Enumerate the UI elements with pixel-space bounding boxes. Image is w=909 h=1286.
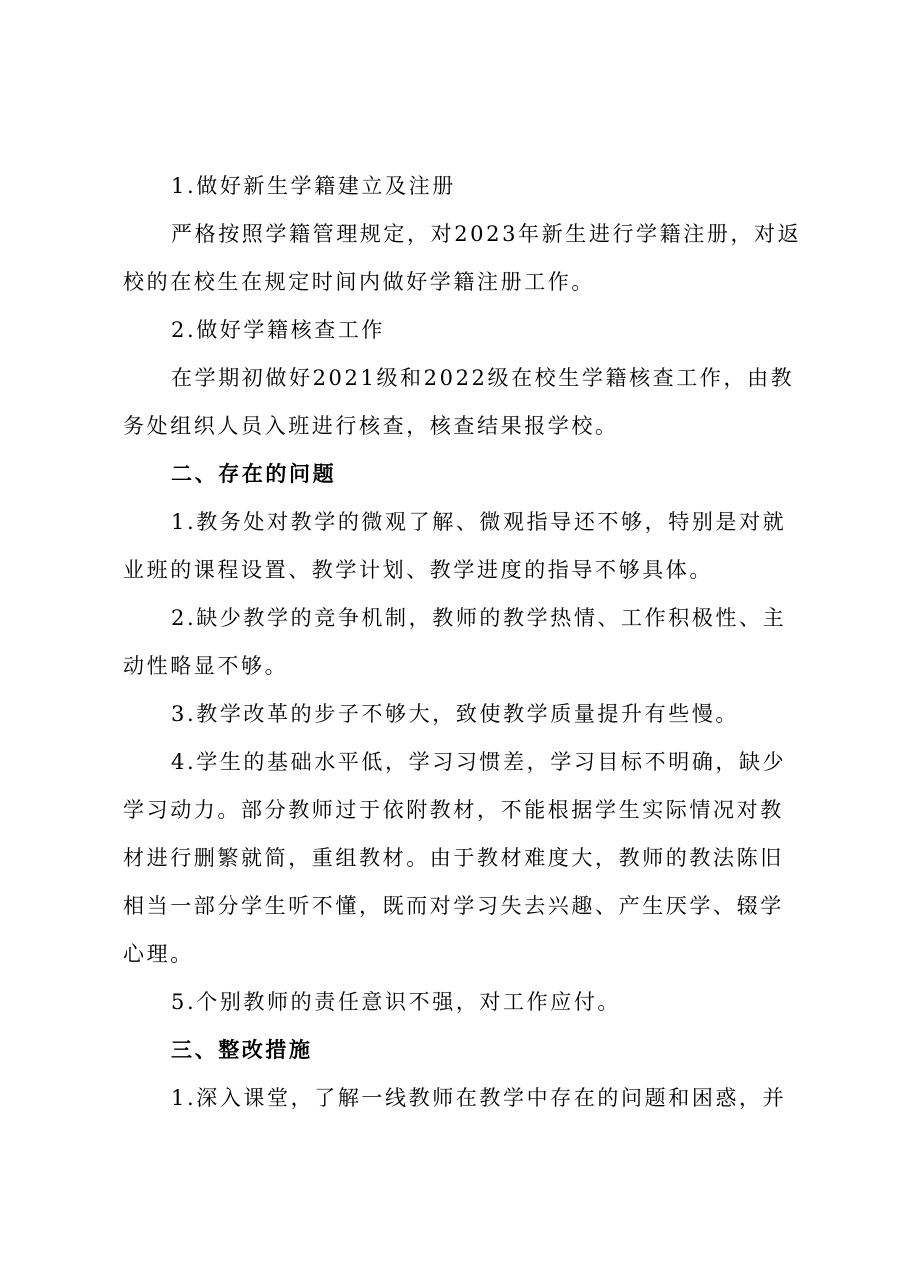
paragraph-problem-3: 3.教学改革的步子不够大，致使教学质量提升有些慢。 — [171, 702, 740, 726]
paragraph-enrollment-check-detail: 在学期初做好2021级和2022级在校生学籍核查工作，由教务处组织人员入班进行核查，核查结果报学校。 — [123, 366, 795, 438]
paragraph-measure-1: 1.深入课堂，了解一线教师在教学中存在的问题和困惑，并 — [171, 1086, 787, 1110]
paragraph-problem-1: 1.教务处对教学的微观了解、微观指导还不够，特别是对就业班的课程设置、教学计划、教学进度的指导不够具体。 — [123, 510, 787, 582]
subheading-new-student-registration: 1.做好新生学籍建立及注册 — [171, 174, 456, 198]
paragraph-registration-detail: 严格按照学籍管理规定，对2023年新生进行学籍注册，对返校的在校生在规定时间内做好学籍注册工作。 — [123, 222, 802, 294]
paragraph-problem-2: 2.缺少教学的竞争机制，教师的教学热情、工作积极性、主动性略显不够。 — [123, 606, 787, 678]
section-heading-measures: 三、整改措施 — [171, 1038, 313, 1062]
subheading-enrollment-check: 2.做好学籍核查工作 — [171, 318, 386, 342]
paragraph-problem-5: 5.个别教师的责任意识不强，对工作应付。 — [171, 990, 622, 1014]
paragraph-problem-4: 4.学生的基础水平低，学习习惯差，学习目标不明确，缺少学习动力。部分教师过于依附教材，不能根据学生实际情况对教材进行删繁就简，重组教材。由于教材难度大，教师的教法陈旧相当一部分学生听不懂，既而对学习失去兴趣、产生厌学、辍学心理。 — [123, 750, 787, 966]
section-heading-problems: 二、存在的问题 — [171, 462, 337, 486]
